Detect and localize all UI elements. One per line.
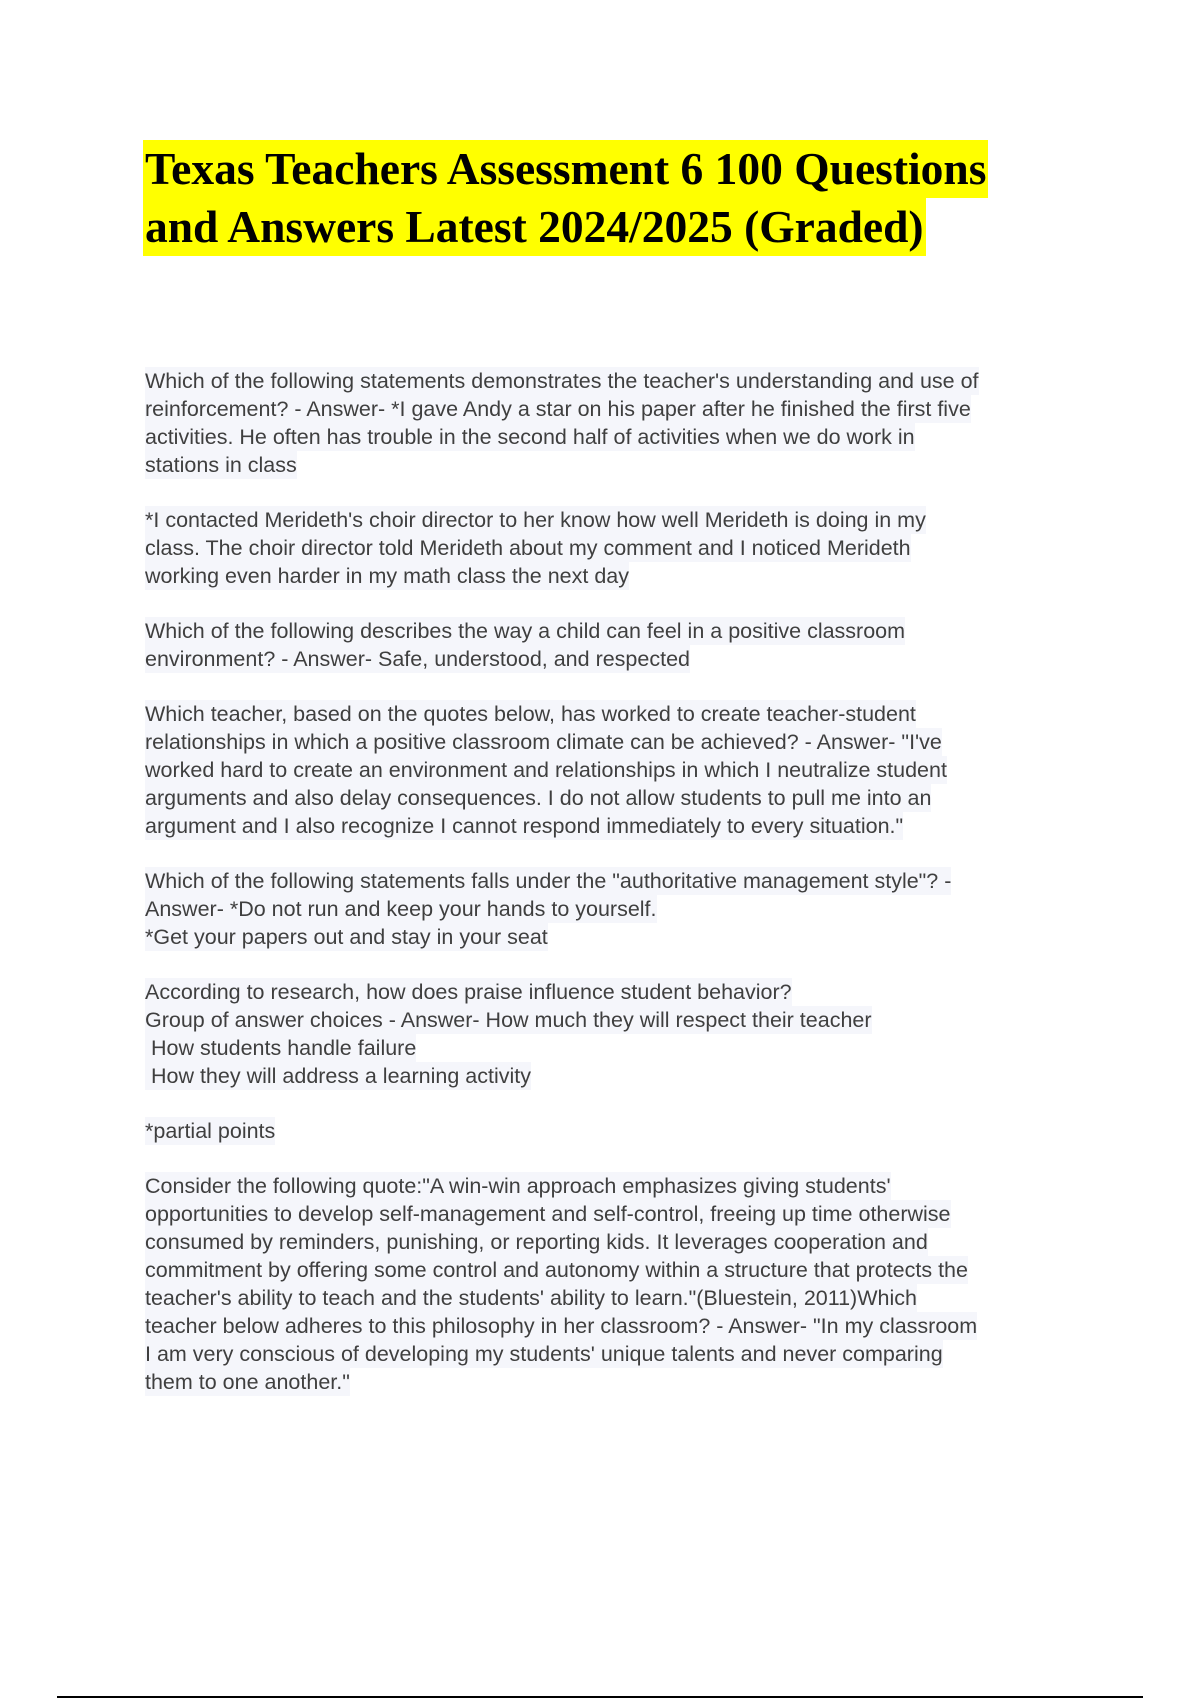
text-line: environment? - Answer- Safe, understood, and respected xyxy=(145,647,690,671)
qa-paragraph xyxy=(145,617,1095,673)
document-body xyxy=(145,367,1095,1423)
text-line: *Get your papers out and stay in your seat xyxy=(145,925,548,949)
qa-paragraph xyxy=(145,367,1095,479)
text-line: reinforcement? - Answer- *I gave Andy a star on his paper after he finished the first five xyxy=(145,397,971,421)
qa-paragraph xyxy=(145,700,1095,840)
text-line: consumed by reminders, punishing, or reporting kids. It leverages cooperation and xyxy=(145,1230,928,1254)
text-line: worked hard to create an environment and relationships in which I neutralize student xyxy=(145,758,947,782)
qa-paragraph xyxy=(145,506,1095,590)
text-line: Which teacher, based on the quotes below, has worked to create teacher-student xyxy=(145,702,916,726)
text-line: teacher's ability to teach and the students' ability to learn."(Bluestein, 2011)Which xyxy=(145,1286,917,1310)
text-line: How students handle failure xyxy=(145,1036,417,1060)
text-line: stations in class xyxy=(145,453,297,477)
text-line: opportunities to develop self-management and self-control, freeing up time otherwise xyxy=(145,1202,951,1226)
text-line: Which of the following describes the way a child can feel in a positive classroom xyxy=(145,619,906,643)
text-line: *partial points xyxy=(145,1119,276,1143)
qa-paragraph xyxy=(145,1117,1095,1145)
text-line: class. The choir director told Merideth about my comment and I noticed Merideth xyxy=(145,536,911,560)
text-line: teacher below adheres to this philosophy in her classroom? - Answer- "In my classroom xyxy=(145,1314,978,1338)
qa-paragraph xyxy=(145,867,1095,951)
text-line: working even harder in my math class the next day xyxy=(145,564,629,588)
text-line: relationships in which a positive classroom climate can be achieved? - Answer- "I've xyxy=(145,730,942,754)
text-line: Group of answer choices - Answer- How much they will respect their teacher xyxy=(145,1008,872,1032)
document-title xyxy=(143,140,1133,256)
text-line: I am very conscious of developing my students' unique talents and never comparing xyxy=(145,1342,943,1366)
text-line: commitment by offering some control and autonomy within a structure that protects the xyxy=(145,1258,968,1282)
text-line: Answer- *Do not run and keep your hands to yourself. xyxy=(145,897,657,921)
text-line: Consider the following quote:"A win-win approach emphasizes giving students' xyxy=(145,1174,891,1198)
qa-paragraph xyxy=(145,978,1095,1090)
text-line: them to one another." xyxy=(145,1370,350,1394)
text-line: Which of the following statements falls under the "authoritative management style"? - xyxy=(145,869,952,893)
text-line: According to research, how does praise influence student behavior? xyxy=(145,980,792,1004)
text-line: activities. He often has trouble in the second half of activities when we do work in xyxy=(145,425,915,449)
text-line: arguments and also delay consequences. I do not allow students to pull me into an xyxy=(145,786,932,810)
footer-rule xyxy=(57,1696,1143,1698)
text-line: *I contacted Merideth's choir director to her know how well Merideth is doing in my xyxy=(145,508,926,532)
text-line: How they will address a learning activity xyxy=(145,1064,531,1088)
text-line: Which of the following statements demonstrates the teacher's understanding and use of xyxy=(145,369,979,393)
title-line-1: Texas Teachers Assessment 6 100 Questions xyxy=(143,140,988,198)
text-line: argument and I also recognize I cannot respond immediately to every situation." xyxy=(145,814,904,838)
qa-paragraph xyxy=(145,1172,1095,1396)
title-line-2: and Answers Latest 2024/2025 (Graded) xyxy=(143,198,926,256)
